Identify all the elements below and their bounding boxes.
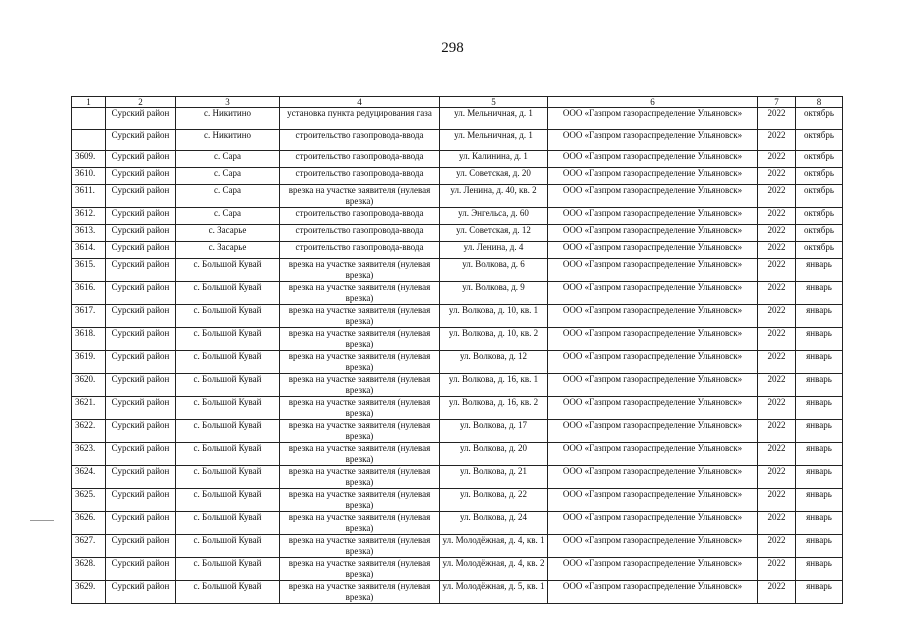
- work-type-cell: врезка на участке заявителя (нулевая врезка): [280, 466, 440, 489]
- district-cell: Сурский район: [106, 151, 176, 168]
- organization-cell: ООО «Газпром газораспределение Ульяновск»: [548, 282, 758, 305]
- locality-cell: с. Большой Кувай: [176, 259, 280, 282]
- organization-cell: ООО «Газпром газораспределение Ульяновск»: [548, 208, 758, 225]
- address-cell: ул. Мельничная, д. 1: [440, 130, 548, 151]
- row-number: 3622.: [72, 420, 106, 443]
- district-cell: Сурский район: [106, 242, 176, 259]
- table-row: [72, 581, 843, 604]
- table-row: [72, 351, 843, 374]
- month-cell: октябрь: [796, 151, 843, 168]
- table-row: [72, 397, 843, 420]
- month-cell: январь: [796, 420, 843, 443]
- month-cell: январь: [796, 351, 843, 374]
- work-type-cell: врезка на участке заявителя (нулевая врезка): [280, 535, 440, 558]
- year-cell: 2022: [758, 225, 796, 242]
- work-type-cell: врезка на участке заявителя (нулевая врезка): [280, 397, 440, 420]
- year-cell: 2022: [758, 259, 796, 282]
- address-cell: ул. Советская, д. 12: [440, 225, 548, 242]
- month-cell: январь: [796, 558, 843, 581]
- year-cell: 2022: [758, 242, 796, 259]
- month-cell: январь: [796, 397, 843, 420]
- column-number: 5: [440, 97, 548, 108]
- month-cell: январь: [796, 259, 843, 282]
- row-number: 3621.: [72, 397, 106, 420]
- organization-cell: ООО «Газпром газораспределение Ульяновск»: [548, 374, 758, 397]
- organization-cell: ООО «Газпром газораспределение Ульяновск»: [548, 185, 758, 208]
- row-number: [72, 108, 106, 130]
- district-cell: Сурский район: [106, 130, 176, 151]
- locality-cell: с. Никитино: [176, 130, 280, 151]
- table-row: [72, 208, 843, 225]
- work-type-cell: врезка на участке заявителя (нулевая врезка): [280, 581, 440, 604]
- organization-cell: ООО «Газпром газораспределение Ульяновск»: [548, 535, 758, 558]
- locality-cell: с. Большой Кувай: [176, 558, 280, 581]
- address-cell: ул. Волкова, д. 20: [440, 443, 548, 466]
- locality-cell: с. Большой Кувай: [176, 397, 280, 420]
- locality-cell: с. Большой Кувай: [176, 443, 280, 466]
- table-row: [72, 259, 843, 282]
- column-number: 2: [106, 97, 176, 108]
- table-row: [72, 466, 843, 489]
- month-cell: январь: [796, 305, 843, 328]
- address-cell: ул. Калинина, д. 1: [440, 151, 548, 168]
- column-number: 7: [758, 97, 796, 108]
- year-cell: 2022: [758, 185, 796, 208]
- row-number: 3616.: [72, 282, 106, 305]
- work-type-cell: врезка на участке заявителя (нулевая врезка): [280, 282, 440, 305]
- row-number: 3623.: [72, 443, 106, 466]
- month-cell: январь: [796, 466, 843, 489]
- address-cell: ул. Волкова, д. 12: [440, 351, 548, 374]
- work-type-cell: строительство газопровода-ввода: [280, 225, 440, 242]
- address-cell: ул. Молодёжная, д. 4, кв. 2: [440, 558, 548, 581]
- year-cell: 2022: [758, 208, 796, 225]
- district-cell: Сурский район: [106, 466, 176, 489]
- organization-cell: ООО «Газпром газораспределение Ульяновск»: [548, 242, 758, 259]
- district-cell: Сурский район: [106, 328, 176, 351]
- table-row: [72, 282, 843, 305]
- work-type-cell: строительство газопровода-ввода: [280, 168, 440, 185]
- locality-cell: с. Большой Кувай: [176, 305, 280, 328]
- year-cell: 2022: [758, 466, 796, 489]
- district-cell: Сурский район: [106, 443, 176, 466]
- column-number: 4: [280, 97, 440, 108]
- work-type-cell: строительство газопровода-ввода: [280, 151, 440, 168]
- month-cell: октябрь: [796, 108, 843, 130]
- district-cell: Сурский район: [106, 185, 176, 208]
- district-cell: Сурский район: [106, 581, 176, 604]
- locality-cell: с. Засарье: [176, 225, 280, 242]
- organization-cell: ООО «Газпром газораспределение Ульяновск»: [548, 397, 758, 420]
- year-cell: 2022: [758, 374, 796, 397]
- table-row: [72, 242, 843, 259]
- work-type-cell: строительство газопровода-ввода: [280, 242, 440, 259]
- district-cell: Сурский район: [106, 225, 176, 242]
- row-number: 3626.: [72, 512, 106, 535]
- address-cell: ул. Молодёжная, д. 4, кв. 1: [440, 535, 548, 558]
- organization-cell: ООО «Газпром газораспределение Ульяновск»: [548, 151, 758, 168]
- district-cell: Сурский район: [106, 351, 176, 374]
- row-number: 3624.: [72, 466, 106, 489]
- table-row: [72, 305, 843, 328]
- organization-cell: ООО «Газпром газораспределение Ульяновск»: [548, 420, 758, 443]
- address-cell: ул. Волкова, д. 6: [440, 259, 548, 282]
- year-cell: 2022: [758, 420, 796, 443]
- table-row: [72, 151, 843, 168]
- year-cell: 2022: [758, 535, 796, 558]
- table-row: [72, 168, 843, 185]
- district-cell: Сурский район: [106, 374, 176, 397]
- month-cell: октябрь: [796, 242, 843, 259]
- address-cell: ул. Волкова, д. 21: [440, 466, 548, 489]
- row-number: 3609.: [72, 151, 106, 168]
- work-type-cell: врезка на участке заявителя (нулевая врезка): [280, 351, 440, 374]
- year-cell: 2022: [758, 168, 796, 185]
- work-type-cell: строительство газопровода-ввода: [280, 208, 440, 225]
- row-number: 3614.: [72, 242, 106, 259]
- table-row: [72, 512, 843, 535]
- column-number: 6: [548, 97, 758, 108]
- organization-cell: ООО «Газпром газораспределение Ульяновск»: [548, 328, 758, 351]
- column-number: 8: [796, 97, 843, 108]
- organization-cell: ООО «Газпром газораспределение Ульяновск»: [548, 512, 758, 535]
- table-row: [72, 489, 843, 512]
- district-cell: Сурский район: [106, 282, 176, 305]
- locality-cell: с. Большой Кувай: [176, 420, 280, 443]
- month-cell: январь: [796, 535, 843, 558]
- address-cell: ул. Мельничная, д. 1: [440, 108, 548, 130]
- organization-cell: ООО «Газпром газораспределение Ульяновск»: [548, 168, 758, 185]
- district-cell: Сурский район: [106, 108, 176, 130]
- district-cell: Сурский район: [106, 305, 176, 328]
- year-cell: 2022: [758, 328, 796, 351]
- row-number: 3618.: [72, 328, 106, 351]
- locality-cell: с. Большой Кувай: [176, 581, 280, 604]
- month-cell: октябрь: [796, 168, 843, 185]
- work-type-cell: врезка на участке заявителя (нулевая врезка): [280, 443, 440, 466]
- row-number: 3615.: [72, 259, 106, 282]
- row-number: 3628.: [72, 558, 106, 581]
- year-cell: 2022: [758, 581, 796, 604]
- locality-cell: с. Сара: [176, 208, 280, 225]
- table-row: [72, 374, 843, 397]
- locality-cell: с. Большой Кувай: [176, 351, 280, 374]
- locality-cell: с. Большой Кувай: [176, 512, 280, 535]
- row-number: 3619.: [72, 351, 106, 374]
- row-number: 3610.: [72, 168, 106, 185]
- district-cell: Сурский район: [106, 535, 176, 558]
- address-cell: ул. Энгельса, д. 60: [440, 208, 548, 225]
- row-number: 3613.: [72, 225, 106, 242]
- organization-cell: ООО «Газпром газораспределение Ульяновск»: [548, 225, 758, 242]
- month-cell: октябрь: [796, 208, 843, 225]
- work-type-cell: установка пункта редуцирования газа: [280, 108, 440, 130]
- row-number: 3611.: [72, 185, 106, 208]
- organization-cell: ООО «Газпром газораспределение Ульяновск»: [548, 581, 758, 604]
- organization-cell: ООО «Газпром газораспределение Ульяновск»: [548, 259, 758, 282]
- table-row: [72, 130, 843, 151]
- address-cell: ул. Волкова, д. 16, кв. 1: [440, 374, 548, 397]
- district-cell: Сурский район: [106, 420, 176, 443]
- month-cell: январь: [796, 374, 843, 397]
- row-number: 3620.: [72, 374, 106, 397]
- year-cell: 2022: [758, 305, 796, 328]
- address-cell: ул. Волкова, д. 9: [440, 282, 548, 305]
- address-cell: ул. Волкова, д. 22: [440, 489, 548, 512]
- year-cell: 2022: [758, 512, 796, 535]
- column-number: 3: [176, 97, 280, 108]
- work-type-cell: врезка на участке заявителя (нулевая врезка): [280, 420, 440, 443]
- year-cell: 2022: [758, 351, 796, 374]
- organization-cell: ООО «Газпром газораспределение Ульяновск»: [548, 130, 758, 151]
- column-number-row: [72, 97, 843, 108]
- address-cell: ул. Волкова, д. 24: [440, 512, 548, 535]
- organization-cell: ООО «Газпром газораспределение Ульяновск»: [548, 558, 758, 581]
- work-type-cell: врезка на участке заявителя (нулевая врезка): [280, 185, 440, 208]
- year-cell: 2022: [758, 443, 796, 466]
- address-cell: ул. Волкова, д. 16, кв. 2: [440, 397, 548, 420]
- row-number: [72, 130, 106, 151]
- month-cell: январь: [796, 443, 843, 466]
- district-cell: Сурский район: [106, 259, 176, 282]
- month-cell: октябрь: [796, 225, 843, 242]
- row-number: 3627.: [72, 535, 106, 558]
- locality-cell: с. Никитино: [176, 108, 280, 130]
- row-number: 3617.: [72, 305, 106, 328]
- locality-cell: с. Большой Кувай: [176, 328, 280, 351]
- year-cell: 2022: [758, 558, 796, 581]
- work-type-cell: врезка на участке заявителя (нулевая врезка): [280, 512, 440, 535]
- month-cell: октябрь: [796, 130, 843, 151]
- column-number: 1: [72, 97, 106, 108]
- address-cell: ул. Ленина, д. 40, кв. 2: [440, 185, 548, 208]
- district-cell: Сурский район: [106, 558, 176, 581]
- table-row: [72, 558, 843, 581]
- district-cell: Сурский район: [106, 208, 176, 225]
- locality-cell: с. Сара: [176, 151, 280, 168]
- year-cell: 2022: [758, 130, 796, 151]
- organization-cell: ООО «Газпром газораспределение Ульяновск»: [548, 443, 758, 466]
- locality-cell: с. Сара: [176, 168, 280, 185]
- table-row: [72, 185, 843, 208]
- table-row: [72, 420, 843, 443]
- locality-cell: с. Большой Кувай: [176, 282, 280, 305]
- address-cell: ул. Советская, д. 20: [440, 168, 548, 185]
- year-cell: 2022: [758, 397, 796, 420]
- table-row: [72, 225, 843, 242]
- district-cell: Сурский район: [106, 512, 176, 535]
- district-cell: Сурский район: [106, 397, 176, 420]
- year-cell: 2022: [758, 489, 796, 512]
- row-number: 3612.: [72, 208, 106, 225]
- year-cell: 2022: [758, 108, 796, 130]
- address-cell: ул. Молодёжная, д. 5, кв. 1: [440, 581, 548, 604]
- address-cell: ул. Волкова, д. 10, кв. 1: [440, 305, 548, 328]
- row-number: 3625.: [72, 489, 106, 512]
- address-cell: ул. Ленина, д. 4: [440, 242, 548, 259]
- scan-artifact-line: [30, 520, 54, 521]
- table-row: [72, 108, 843, 130]
- work-type-cell: врезка на участке заявителя (нулевая врезка): [280, 374, 440, 397]
- work-type-cell: строительство газопровода-ввода: [280, 130, 440, 151]
- organization-cell: ООО «Газпром газораспределение Ульяновск»: [548, 489, 758, 512]
- table-row: [72, 535, 843, 558]
- month-cell: январь: [796, 512, 843, 535]
- organization-cell: ООО «Газпром газораспределение Ульяновск»: [548, 351, 758, 374]
- organization-cell: ООО «Газпром газораспределение Ульяновск»: [548, 305, 758, 328]
- work-type-cell: врезка на участке заявителя (нулевая врезка): [280, 328, 440, 351]
- page-number: 298: [441, 40, 464, 56]
- organization-cell: ООО «Газпром газораспределение Ульяновск»: [548, 466, 758, 489]
- month-cell: январь: [796, 581, 843, 604]
- organization-cell: ООО «Газпром газораспределение Ульяновск»: [548, 108, 758, 130]
- locality-cell: с. Большой Кувай: [176, 466, 280, 489]
- locality-cell: с. Засарье: [176, 242, 280, 259]
- month-cell: январь: [796, 328, 843, 351]
- month-cell: январь: [796, 282, 843, 305]
- work-type-cell: врезка на участке заявителя (нулевая врезка): [280, 259, 440, 282]
- work-type-cell: врезка на участке заявителя (нулевая врезка): [280, 489, 440, 512]
- work-type-cell: врезка на участке заявителя (нулевая врезка): [280, 558, 440, 581]
- month-cell: январь: [796, 489, 843, 512]
- address-cell: ул. Волкова, д. 17: [440, 420, 548, 443]
- locality-cell: с. Большой Кувай: [176, 374, 280, 397]
- table-row: [72, 443, 843, 466]
- locality-cell: с. Большой Кувай: [176, 535, 280, 558]
- locality-cell: с. Большой Кувай: [176, 489, 280, 512]
- row-number: 3629.: [72, 581, 106, 604]
- month-cell: октябрь: [796, 185, 843, 208]
- gasification-schedule-table: [71, 96, 843, 604]
- district-cell: Сурский район: [106, 168, 176, 185]
- work-type-cell: врезка на участке заявителя (нулевая врезка): [280, 305, 440, 328]
- year-cell: 2022: [758, 282, 796, 305]
- address-cell: ул. Волкова, д. 10, кв. 2: [440, 328, 548, 351]
- locality-cell: с. Сара: [176, 185, 280, 208]
- table-row: [72, 328, 843, 351]
- year-cell: 2022: [758, 151, 796, 168]
- district-cell: Сурский район: [106, 489, 176, 512]
